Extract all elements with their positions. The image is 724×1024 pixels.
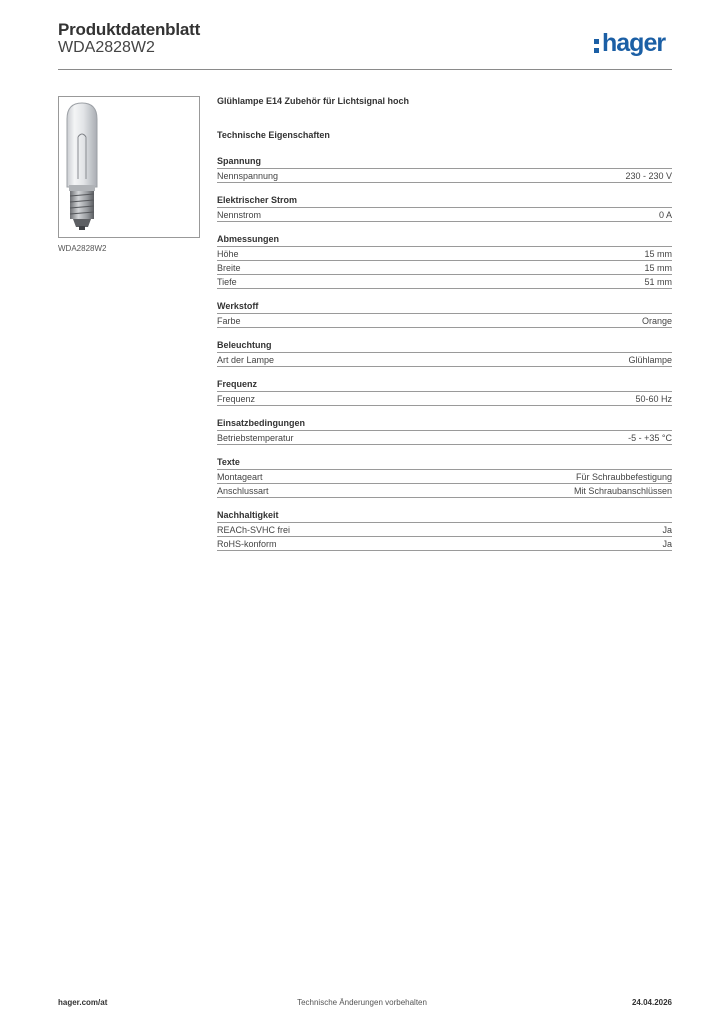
section-title: Werkstoff [217, 301, 672, 314]
property-row [217, 208, 672, 222]
property-label: Nennspannung [217, 171, 279, 181]
property-section [217, 457, 672, 498]
incandescent-bulb-e14-icon [59, 97, 199, 237]
property-label: Höhe [217, 249, 239, 259]
property-label: Tiefe [217, 277, 237, 287]
page-title: Produktdatenblatt [58, 20, 201, 39]
product-description: Glühlampe E14 Zubehör für Lichtsignal hoch [217, 96, 410, 106]
property-label: Montageart [217, 472, 263, 482]
property-value: -5 - +35 °C [628, 433, 672, 443]
property-value: 15 mm [644, 263, 672, 273]
footer-disclaimer: Technische Änderungen vorbehalten [297, 998, 427, 1007]
section-title: Frequenz [217, 379, 672, 392]
property-label: Anschlussart [217, 486, 269, 496]
property-section [217, 156, 672, 183]
section-title: Abmessungen [217, 234, 672, 247]
footer-date: 24.04.2026 [631, 998, 672, 1007]
property-row [217, 275, 672, 289]
image-caption: WDA2828W2 [58, 244, 107, 253]
property-section [217, 195, 672, 222]
property-value: 230 - 230 V [625, 171, 672, 181]
property-label: Art der Lampe [217, 355, 275, 365]
section-title: Nachhaltigkeit [217, 510, 672, 523]
product-code-subtitle: WDA2828W2 [58, 39, 155, 56]
property-section [217, 301, 672, 328]
technical-properties-heading: Technische Eigenschaften [217, 130, 330, 140]
property-row [217, 261, 672, 275]
property-value: Ja [662, 539, 672, 549]
property-row [217, 247, 672, 261]
property-section [217, 510, 672, 551]
property-label: Farbe [217, 316, 241, 326]
property-value: Orange [641, 316, 672, 326]
section-title: Beleuchtung [217, 340, 672, 353]
property-value: Mit Schraubanschlüssen [573, 486, 672, 496]
section-title: Texte [217, 457, 672, 470]
section-title: Spannung [217, 156, 672, 169]
property-row [217, 523, 672, 537]
property-value: 51 mm [644, 277, 672, 287]
property-row [217, 392, 672, 406]
datasheet-content [217, 96, 672, 551]
property-label: Breite [217, 263, 241, 273]
property-section [217, 379, 672, 406]
property-row [217, 353, 672, 367]
property-value: 50-60 Hz [635, 394, 672, 404]
property-row [217, 484, 672, 498]
property-row [217, 169, 672, 183]
logo-dots-icon [594, 28, 599, 58]
header-divider [58, 69, 672, 70]
section-title: Elektrischer Strom [217, 195, 672, 208]
property-row [217, 431, 672, 445]
property-row [217, 314, 672, 328]
property-sections [217, 156, 672, 551]
property-label: Frequenz [217, 394, 256, 404]
property-label: Nennstrom [217, 210, 262, 220]
hager-logo [594, 28, 665, 58]
property-label: Betriebstemperatur [217, 433, 294, 443]
property-label: RoHS-konform [217, 539, 277, 549]
property-value: Ja [662, 525, 672, 535]
property-value: 0 A [658, 210, 672, 220]
property-label: REACh-SVHC frei [217, 525, 291, 535]
property-value: 15 mm [644, 249, 672, 259]
logo-text: hager [602, 29, 666, 57]
property-section [217, 340, 672, 367]
property-section [217, 234, 672, 289]
property-value: Für Schraubbefestigung [575, 472, 672, 482]
property-row [217, 470, 672, 484]
property-row [217, 537, 672, 551]
property-section [217, 418, 672, 445]
property-value: Glühlampe [628, 355, 672, 365]
section-title: Einsatzbedingungen [217, 418, 672, 431]
product-image-frame [58, 96, 200, 238]
footer-website: hager.com/at [58, 998, 108, 1007]
